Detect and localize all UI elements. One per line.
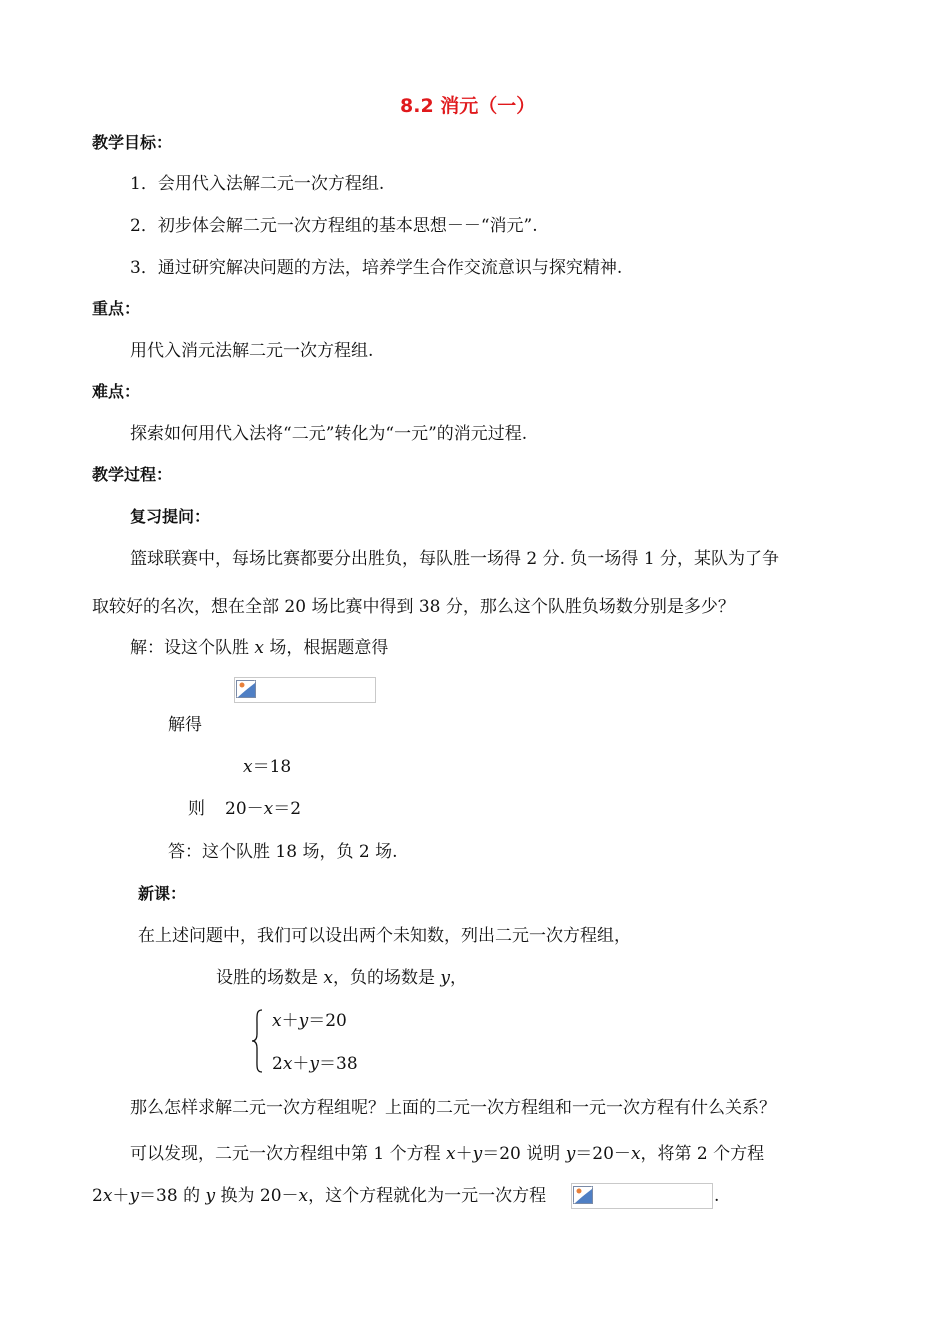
var-x: x (263, 799, 274, 819)
substitution-b: ＝38 的 (139, 1186, 206, 1206)
review-paragraph-line-2: 取较好的名次，想在全部 20 场比赛中得到 38 分，那么这个队胜负场数分别是多少？ (92, 597, 735, 617)
equation-system-brace (250, 1008, 264, 1074)
x-result (243, 756, 291, 778)
var-x: x (630, 1144, 641, 1164)
plus-sign: ＋ (112, 1186, 130, 1206)
then-word: 则 (188, 799, 205, 819)
equation-image-placeholder-2 (571, 1183, 713, 1209)
solution-setup-a: 解：设这个队胜 (130, 638, 255, 658)
then-result-b: ＝2 (273, 799, 302, 819)
var-y: y (205, 1186, 216, 1206)
variable-definition-a: 设胜的场数是 (216, 968, 324, 988)
then-result (225, 798, 301, 820)
new-lesson-paragraph: 在上述问题中，我们可以设出两个未知数，列出二元一次方程组， (138, 926, 631, 946)
plus-sign: ＋ (281, 1011, 299, 1031)
var-x: x (272, 1011, 282, 1031)
substitution-line (92, 1185, 546, 1207)
page-title: 8.2 消元（一） (400, 95, 536, 117)
goals-heading: 教学目标： (92, 133, 173, 152)
finding-a: 可以发现，二元一次方程组中第 1 个方程 (130, 1144, 447, 1164)
plus-sign: ＋ (292, 1054, 310, 1074)
key-point-heading: 重点： (92, 299, 141, 318)
solution-setup (130, 637, 388, 659)
var-x: x (254, 638, 264, 658)
var-x: x (243, 757, 253, 777)
variable-definition-c: ， (450, 968, 468, 988)
answer-line: 答：这个队胜 18 场，负 2 场. (168, 842, 398, 862)
variable-definition-b: ，负的场数是 (333, 968, 441, 988)
var-y: y (298, 1011, 309, 1031)
var-y: y (472, 1144, 483, 1164)
broken-image-icon (236, 680, 256, 698)
variable-definition (216, 967, 467, 989)
finding-line (130, 1143, 764, 1165)
key-point-text: 用代入消元法解二元一次方程组. (130, 341, 374, 361)
var-x: x (446, 1144, 456, 1164)
finding-b: ＝20 说明 (482, 1144, 566, 1164)
var-y: y (565, 1144, 576, 1164)
goal-3: 3．通过研究解决问题的方法，培养学生合作交流意识与探究精神. (130, 258, 623, 278)
difficulty-heading: 难点： (92, 382, 141, 401)
review-heading: 复习提问： (130, 507, 211, 526)
finding-c: ＝20－ (575, 1144, 631, 1164)
substitution-end-period: . (714, 1186, 720, 1206)
question-line: 那么怎样求解二元一次方程组呢？上面的二元一次方程组和一元一次方程有什么关系？ (130, 1098, 776, 1118)
var-x: x (298, 1186, 309, 1206)
new-lesson-heading: 新课： (138, 884, 187, 903)
var-x: x (282, 1054, 293, 1074)
solve-word: 解得 (168, 715, 202, 735)
goal-2: 2．初步体会解二元一次方程组的基本思想－－“消元”. (130, 216, 538, 236)
process-heading: 教学过程： (92, 465, 173, 484)
var-x: x (323, 968, 333, 988)
equation-2-rhs: ＝38 (319, 1054, 358, 1074)
substitution-d: ，这个方程就化为一元一次方程 (308, 1186, 547, 1206)
finding-d: ，将第 2 个方程 (640, 1144, 765, 1164)
var-y: y (309, 1054, 320, 1074)
equation-1-rhs: ＝20 (308, 1011, 347, 1031)
x-result-value: ＝18 (252, 757, 292, 777)
plus-sign: ＋ (455, 1144, 473, 1164)
difficulty-text: 探索如何用代入法将“二元”转化为“一元”的消元过程. (130, 424, 528, 444)
equation-2-coef: 2 (272, 1054, 283, 1074)
review-paragraph-line-1: 篮球联赛中，每场比赛都要分出胜负，每队胜一场得 2 分. 负一场得 1 分，某队为了争 (130, 549, 780, 569)
substitution-coef: 2 (92, 1186, 103, 1206)
broken-image-icon (573, 1186, 593, 1204)
equation-1 (272, 1010, 347, 1032)
var-y: y (129, 1186, 140, 1206)
equation-2 (272, 1053, 358, 1075)
equation-image-placeholder (234, 677, 376, 703)
var-x: x (102, 1186, 113, 1206)
substitution-c: 换为 20－ (215, 1186, 299, 1206)
var-y: y (440, 968, 451, 988)
goal-1: 1．会用代入法解二元一次方程组. (130, 174, 385, 194)
then-result-a: 20－ (225, 799, 264, 819)
solution-setup-b: 场，根据题意得 (264, 638, 389, 658)
